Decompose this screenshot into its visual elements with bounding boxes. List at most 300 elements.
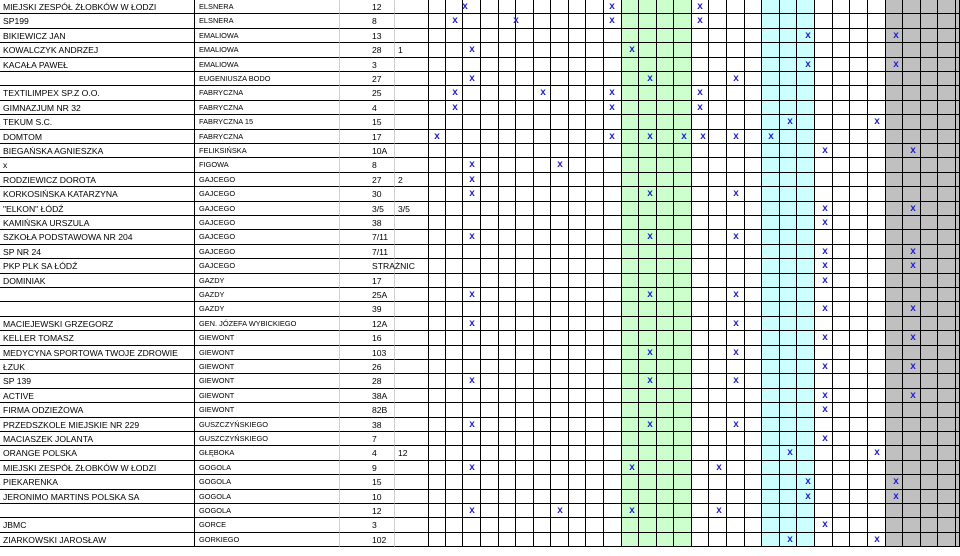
grid-cell[interactable] [780,43,797,57]
grid-cell[interactable] [657,14,674,28]
grid-cell[interactable] [762,101,780,115]
grid-cell[interactable] [709,43,727,57]
grid-cell[interactable] [833,216,850,230]
grid-cell[interactable] [569,158,586,172]
grid-cell[interactable] [868,418,886,432]
grid-cell[interactable] [938,418,956,432]
grid-cell[interactable] [516,43,534,57]
grid-cell[interactable] [780,346,797,360]
grid-cell[interactable] [815,14,833,28]
grid-cell[interactable] [762,245,780,259]
grid-cell[interactable] [903,374,921,388]
grid-cell[interactable] [516,288,534,302]
grid-cell[interactable] [674,374,692,388]
grid-cell[interactable] [692,346,709,360]
grid-cell[interactable] [921,533,938,547]
grid-cell[interactable] [639,86,657,100]
grid-cell[interactable] [709,86,727,100]
grid-cell[interactable] [674,144,692,158]
grid-cell[interactable] [340,518,395,532]
grid-cell[interactable] [429,504,446,518]
grid-cell[interactable] [569,446,586,460]
grid-cell[interactable] [0,288,195,302]
grid-cell[interactable] [938,187,956,201]
grid-cell[interactable] [639,158,657,172]
grid-cell[interactable] [604,374,622,388]
grid-cell[interactable] [622,72,639,86]
grid-cell[interactable] [657,490,674,504]
grid-cell[interactable] [534,144,551,158]
grid-cell[interactable] [569,533,586,547]
grid-cell[interactable] [815,317,833,331]
grid-cell[interactable] [886,0,903,14]
grid-cell[interactable] [569,173,586,187]
grid-cell[interactable] [551,245,569,259]
grid-cell[interactable] [938,216,956,230]
grid-cell[interactable] [762,58,780,72]
grid-cell[interactable] [463,130,481,144]
grid-cell[interactable] [815,288,833,302]
grid-cell[interactable] [727,202,745,216]
grid-cell[interactable] [446,230,463,244]
grid-cell[interactable] [446,58,463,72]
grid-cell[interactable] [938,274,956,288]
grid-cell[interactable] [727,29,745,43]
grid-cell[interactable] [727,274,745,288]
grid-cell[interactable] [586,101,604,115]
grid-cell[interactable] [956,418,960,432]
grid-cell[interactable] [903,101,921,115]
grid-cell[interactable] [639,461,657,475]
grid-cell[interactable] [463,14,481,28]
grid-cell[interactable] [657,187,674,201]
grid-cell[interactable] [429,490,446,504]
grid-cell[interactable] [745,403,762,417]
grid-cell[interactable] [516,518,534,532]
grid-cell[interactable] [692,533,709,547]
grid-cell[interactable] [586,288,604,302]
grid-cell[interactable] [868,461,886,475]
grid-cell[interactable] [604,144,622,158]
grid-cell[interactable] [446,158,463,172]
grid-cell[interactable] [921,518,938,532]
grid-cell[interactable] [938,86,956,100]
grid-cell[interactable] [569,317,586,331]
grid-cell[interactable] [499,288,516,302]
grid-cell[interactable] [850,14,868,28]
grid-cell[interactable] [499,58,516,72]
grid-cell[interactable] [833,346,850,360]
grid-cell[interactable] [446,346,463,360]
grid-cell[interactable] [833,403,850,417]
grid-cell[interactable] [481,187,499,201]
grid-cell[interactable] [639,432,657,446]
grid-cell[interactable] [395,302,429,316]
grid-cell[interactable] [674,274,692,288]
grid-cell[interactable] [446,518,463,532]
grid-cell[interactable] [903,29,921,43]
grid-cell[interactable] [481,173,499,187]
grid-cell[interactable] [639,475,657,489]
grid-cell[interactable] [762,14,780,28]
grid-cell[interactable] [903,43,921,57]
grid-cell[interactable] [709,0,727,14]
grid-cell[interactable] [395,432,429,446]
grid-cell[interactable] [956,346,960,360]
grid-cell[interactable] [762,374,780,388]
grid-cell[interactable] [903,187,921,201]
grid-cell[interactable] [709,245,727,259]
grid-cell[interactable] [868,504,886,518]
grid-cell[interactable] [727,43,745,57]
grid-cell[interactable] [446,72,463,86]
grid-cell[interactable] [727,403,745,417]
grid-cell[interactable] [639,259,657,273]
grid-cell[interactable] [762,158,780,172]
grid-cell[interactable] [604,216,622,230]
grid-cell[interactable] [833,0,850,14]
grid-cell[interactable] [745,288,762,302]
grid-cell[interactable] [446,173,463,187]
grid-cell[interactable] [639,245,657,259]
grid-cell[interactable] [745,187,762,201]
grid-cell[interactable] [797,86,815,100]
grid-cell[interactable] [956,461,960,475]
grid-cell[interactable] [446,418,463,432]
grid-cell[interactable] [674,29,692,43]
grid-cell[interactable] [446,144,463,158]
grid-cell[interactable] [780,58,797,72]
grid-cell[interactable] [395,360,429,374]
grid-cell[interactable] [463,259,481,273]
grid-cell[interactable] [709,259,727,273]
grid-cell[interactable] [639,533,657,547]
grid-cell[interactable] [639,490,657,504]
grid-cell[interactable] [340,490,395,504]
grid-cell[interactable] [429,346,446,360]
grid-cell[interactable] [709,274,727,288]
grid-cell[interactable] [516,187,534,201]
grid-cell[interactable] [657,230,674,244]
grid-cell[interactable] [833,259,850,273]
grid-cell[interactable] [938,43,956,57]
grid-cell[interactable] [956,302,960,316]
grid-cell[interactable] [340,115,395,129]
grid-cell[interactable] [780,418,797,432]
grid-cell[interactable] [516,389,534,403]
grid-cell[interactable] [886,403,903,417]
grid-cell[interactable] [446,432,463,446]
grid-cell[interactable] [534,14,551,28]
grid-cell[interactable] [657,331,674,345]
grid-cell[interactable] [604,518,622,532]
grid-cell[interactable] [499,202,516,216]
grid-cell[interactable] [692,490,709,504]
grid-cell[interactable] [499,389,516,403]
grid-cell[interactable] [850,43,868,57]
grid-cell[interactable] [674,490,692,504]
grid-cell[interactable] [868,130,886,144]
grid-cell[interactable] [692,43,709,57]
grid-cell[interactable] [395,346,429,360]
grid-cell[interactable] [534,403,551,417]
grid-cell[interactable] [938,518,956,532]
grid-cell[interactable] [551,389,569,403]
grid-cell[interactable] [745,475,762,489]
grid-cell[interactable] [463,101,481,115]
grid-cell[interactable] [921,331,938,345]
grid-cell[interactable] [745,346,762,360]
grid-cell[interactable] [903,72,921,86]
grid-cell[interactable] [815,173,833,187]
grid-cell[interactable] [463,144,481,158]
grid-cell[interactable] [340,274,395,288]
grid-cell[interactable] [429,446,446,460]
grid-cell[interactable] [586,446,604,460]
grid-cell[interactable] [446,360,463,374]
grid-cell[interactable] [727,475,745,489]
grid-cell[interactable] [956,446,960,460]
grid-cell[interactable] [551,144,569,158]
grid-cell[interactable] [956,288,960,302]
grid-cell[interactable] [709,187,727,201]
grid-cell[interactable] [586,302,604,316]
grid-cell[interactable] [956,504,960,518]
grid-cell[interactable] [622,0,639,14]
grid-cell[interactable] [516,115,534,129]
grid-cell[interactable] [956,360,960,374]
grid-cell[interactable] [604,274,622,288]
grid-cell[interactable] [534,274,551,288]
grid-cell[interactable] [903,173,921,187]
grid-cell[interactable] [921,317,938,331]
grid-cell[interactable] [745,173,762,187]
grid-cell[interactable] [886,446,903,460]
grid-cell[interactable] [956,115,960,129]
grid-cell[interactable] [850,144,868,158]
grid-cell[interactable] [815,130,833,144]
grid-cell[interactable] [604,331,622,345]
grid-cell[interactable] [657,173,674,187]
grid-cell[interactable] [499,317,516,331]
grid-cell[interactable] [868,230,886,244]
grid-cell[interactable] [516,72,534,86]
grid-cell[interactable] [481,360,499,374]
grid-cell[interactable] [551,418,569,432]
grid-cell[interactable] [481,331,499,345]
grid-cell[interactable] [921,86,938,100]
grid-cell[interactable] [903,533,921,547]
grid-cell[interactable] [709,230,727,244]
grid-cell[interactable] [657,0,674,14]
grid-cell[interactable] [395,187,429,201]
grid-cell[interactable] [463,403,481,417]
grid-cell[interactable] [516,504,534,518]
grid-cell[interactable] [551,101,569,115]
grid-cell[interactable] [586,418,604,432]
grid-cell[interactable] [780,216,797,230]
grid-cell[interactable] [797,360,815,374]
grid-cell[interactable] [674,72,692,86]
grid-cell[interactable] [499,230,516,244]
grid-cell[interactable] [727,490,745,504]
grid-cell[interactable] [886,274,903,288]
grid-cell[interactable] [657,130,674,144]
grid-cell[interactable] [586,0,604,14]
grid-cell[interactable] [569,274,586,288]
grid-cell[interactable] [551,202,569,216]
grid-cell[interactable] [886,14,903,28]
grid-cell[interactable] [797,302,815,316]
grid-cell[interactable] [903,432,921,446]
grid-cell[interactable] [604,461,622,475]
grid-cell[interactable] [622,115,639,129]
grid-cell[interactable] [429,475,446,489]
grid-cell[interactable] [692,274,709,288]
grid-cell[interactable] [833,518,850,532]
grid-cell[interactable] [604,158,622,172]
grid-cell[interactable] [921,72,938,86]
grid-cell[interactable] [446,446,463,460]
grid-cell[interactable] [340,533,395,547]
grid-cell[interactable] [709,389,727,403]
grid-cell[interactable] [604,173,622,187]
grid-cell[interactable] [604,187,622,201]
grid-cell[interactable] [709,302,727,316]
grid-cell[interactable] [639,202,657,216]
grid-cell[interactable] [463,245,481,259]
grid-cell[interactable] [797,14,815,28]
grid-cell[interactable] [886,173,903,187]
grid-cell[interactable] [797,43,815,57]
grid-cell[interactable] [516,331,534,345]
grid-cell[interactable] [762,432,780,446]
grid-cell[interactable] [762,403,780,417]
grid-cell[interactable] [850,216,868,230]
grid-cell[interactable] [516,403,534,417]
grid-cell[interactable] [745,245,762,259]
grid-cell[interactable] [481,130,499,144]
grid-cell[interactable] [569,475,586,489]
grid-cell[interactable] [709,446,727,460]
grid-cell[interactable] [499,29,516,43]
grid-cell[interactable] [727,432,745,446]
grid-cell[interactable] [762,144,780,158]
grid-cell[interactable] [551,115,569,129]
grid-cell[interactable] [674,346,692,360]
grid-cell[interactable] [395,29,429,43]
grid-cell[interactable] [551,461,569,475]
grid-cell[interactable] [674,115,692,129]
grid-cell[interactable] [604,202,622,216]
grid-cell[interactable] [586,216,604,230]
grid-cell[interactable] [956,259,960,273]
grid-cell[interactable] [569,216,586,230]
grid-cell[interactable] [569,245,586,259]
grid-cell[interactable] [938,14,956,28]
grid-cell[interactable] [850,490,868,504]
grid-cell[interactable] [886,346,903,360]
grid-cell[interactable] [868,490,886,504]
grid-cell[interactable] [429,389,446,403]
grid-cell[interactable] [551,518,569,532]
grid-cell[interactable] [674,216,692,230]
grid-cell[interactable] [762,230,780,244]
grid-cell[interactable] [340,58,395,72]
grid-cell[interactable] [956,216,960,230]
grid-cell[interactable] [499,0,516,14]
grid-cell[interactable] [886,374,903,388]
grid-cell[interactable] [833,202,850,216]
grid-cell[interactable] [674,302,692,316]
grid-cell[interactable] [604,288,622,302]
grid-cell[interactable] [622,288,639,302]
grid-cell[interactable] [692,187,709,201]
grid-cell[interactable] [622,518,639,532]
grid-cell[interactable] [516,29,534,43]
grid-cell[interactable] [938,403,956,417]
grid-cell[interactable] [709,29,727,43]
grid-cell[interactable] [692,446,709,460]
grid-cell[interactable] [709,58,727,72]
grid-cell[interactable] [709,115,727,129]
grid-cell[interactable] [850,374,868,388]
grid-cell[interactable] [692,518,709,532]
grid-cell[interactable] [886,389,903,403]
grid-cell[interactable] [674,158,692,172]
grid-cell[interactable] [395,14,429,28]
grid-cell[interactable] [446,187,463,201]
grid-cell[interactable] [745,158,762,172]
grid-cell[interactable] [463,490,481,504]
grid-cell[interactable] [709,475,727,489]
grid-cell[interactable] [604,346,622,360]
grid-cell[interactable] [586,86,604,100]
grid-cell[interactable] [780,374,797,388]
grid-cell[interactable] [586,43,604,57]
grid-cell[interactable] [727,446,745,460]
grid-cell[interactable] [340,101,395,115]
grid-cell[interactable] [463,518,481,532]
grid-cell[interactable] [727,101,745,115]
grid-cell[interactable] [727,216,745,230]
grid-cell[interactable] [604,432,622,446]
grid-cell[interactable] [797,504,815,518]
grid-cell[interactable] [569,490,586,504]
grid-cell[interactable] [762,288,780,302]
grid-cell[interactable] [429,374,446,388]
grid-cell[interactable] [551,490,569,504]
grid-cell[interactable] [780,518,797,532]
grid-cell[interactable] [815,158,833,172]
grid-cell[interactable] [692,230,709,244]
grid-cell[interactable] [586,317,604,331]
grid-cell[interactable] [586,72,604,86]
grid-cell[interactable] [446,302,463,316]
grid-cell[interactable] [833,475,850,489]
grid-cell[interactable] [727,58,745,72]
grid-cell[interactable] [956,374,960,388]
grid-cell[interactable] [938,58,956,72]
grid-cell[interactable] [395,518,429,532]
grid-cell[interactable] [850,158,868,172]
grid-cell[interactable] [797,115,815,129]
grid-cell[interactable] [797,288,815,302]
grid-cell[interactable] [604,43,622,57]
grid-cell[interactable] [674,461,692,475]
grid-cell[interactable] [815,533,833,547]
grid-cell[interactable] [551,317,569,331]
